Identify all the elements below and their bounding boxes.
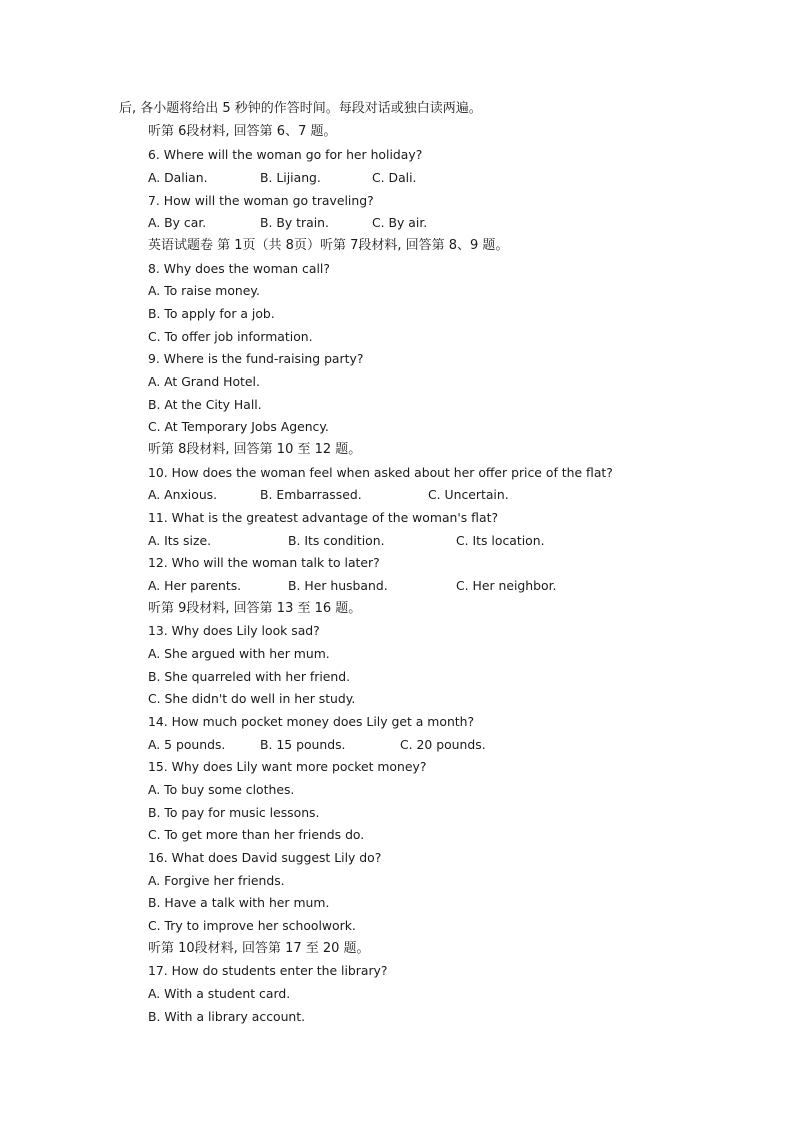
option-c: C. 20 pounds. <box>400 737 486 752</box>
option-b: B. Her husband. <box>288 578 388 593</box>
option-c: C. Dali. <box>372 170 417 185</box>
option-a: A. 5 pounds. <box>148 737 226 752</box>
question-13: 13. Why does Lily look sad? <box>148 623 320 638</box>
section-10-heading: 听第 10段材料, 回答第 17 至 20 题。 <box>148 941 370 956</box>
question-16-option-a: A. Forgive her friends. <box>148 873 285 888</box>
question-15-option-b: B. To pay for music lessons. <box>148 805 320 820</box>
option-a: A. Dalian. <box>148 170 208 185</box>
option-c: C. By air. <box>372 215 428 230</box>
option-b: B. Embarrassed. <box>260 487 362 502</box>
question-13-option-b: B. She quarreled with her friend. <box>148 669 351 684</box>
question-9-option-c: C. At Temporary Jobs Agency. <box>148 419 329 434</box>
question-7: 7. How will the woman go traveling? <box>148 193 374 208</box>
option-b: B. Its condition. <box>288 533 385 548</box>
section-7-heading: 英语试题卷 第 1页（共 8页）听第 7段材料, 回答第 8、9 题。 <box>148 238 509 253</box>
option-b: B. Lijiang. <box>260 170 321 185</box>
question-9: 9. Where is the fund-raising party? <box>148 351 364 366</box>
question-15: 15. Why does Lily want more pocket money? <box>148 759 427 774</box>
question-8-option-c: C. To offer job information. <box>148 329 313 344</box>
section-8-heading: 听第 8段材料, 回答第 10 至 12 题。 <box>148 442 362 457</box>
option-c: C. Her neighbor. <box>456 578 557 593</box>
question-11: 11. What is the greatest advantage of the woman's flat? <box>148 510 499 525</box>
question-14: 14. How much pocket money does Lily get a month? <box>148 714 475 729</box>
section-6-heading: 听第 6段材料, 回答第 6、7 题。 <box>148 124 337 139</box>
option-c: C. Uncertain. <box>428 487 509 502</box>
question-13-option-c: C. She didn't do well in her study. <box>148 691 356 706</box>
question-9-option-a: A. At Grand Hotel. <box>148 374 260 389</box>
section-9-heading: 听第 9段材料, 回答第 13 至 16 题。 <box>148 601 362 616</box>
option-a: A. Anxious. <box>148 487 218 502</box>
question-12: 12. Who will the woman talk to later? <box>148 555 380 570</box>
instructions-line: 后, 各小题将给出 5 秒钟的作答时间。每段对话或独白读两遍。 <box>119 101 482 116</box>
question-8-option-a: A. To raise money. <box>148 283 260 298</box>
question-13-option-a: A. She argued with her mum. <box>148 646 330 661</box>
question-17: 17. How do students enter the library? <box>148 963 388 978</box>
option-c: C. Its location. <box>456 533 545 548</box>
question-16: 16. What does David suggest Lily do? <box>148 850 382 865</box>
question-15-option-c: C. To get more than her friends do. <box>148 827 365 842</box>
question-6: 6. Where will the woman go for her holiday? <box>148 147 423 162</box>
question-8-option-b: B. To apply for a job. <box>148 306 275 321</box>
question-17-option-b: B. With a library account. <box>148 1009 306 1024</box>
option-b: B. By train. <box>260 215 329 230</box>
question-17-option-a: A. With a student card. <box>148 986 291 1001</box>
option-a: A. By car. <box>148 215 207 230</box>
question-16-option-c: C. Try to improve her schoolwork. <box>148 918 356 933</box>
option-a: A. Its size. <box>148 533 212 548</box>
option-a: A. Her parents. <box>148 578 242 593</box>
question-8: 8. Why does the woman call? <box>148 261 330 276</box>
question-16-option-b: B. Have a talk with her mum. <box>148 895 330 910</box>
question-9-option-b: B. At the City Hall. <box>148 397 262 412</box>
option-b: B. 15 pounds. <box>260 737 346 752</box>
question-15-option-a: A. To buy some clothes. <box>148 782 295 797</box>
question-10: 10. How does the woman feel when asked about her offer price of the flat? <box>148 465 613 480</box>
